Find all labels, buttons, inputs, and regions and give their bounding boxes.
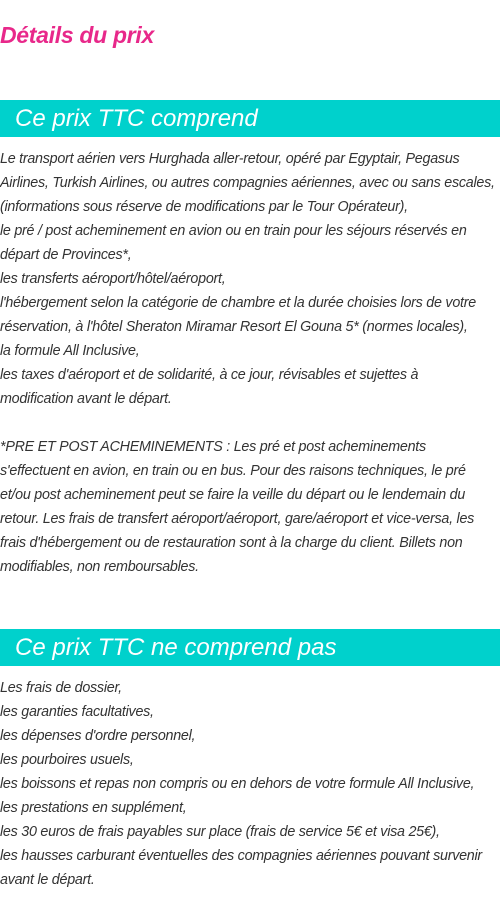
note-line: *PRE ET POST ACHEMINEMENTS : Les pré et post acheminements	[0, 439, 426, 455]
excluded-heading: Ce prix TTC ne comprend pas	[0, 629, 500, 666]
excluded-line: les 30 euros de frais payables sur place (frais de service 5€ et visa 25€),	[0, 824, 440, 840]
excluded-line: les dépenses d'ordre personnel,	[0, 728, 196, 744]
included-line: la formule All Inclusive,	[0, 343, 140, 359]
included-line: départ de Provinces*,	[0, 247, 132, 263]
included-list	[0, 147, 500, 411]
excluded-line: les hausses carburant éventuelles des compagnies aériennes pouvant survenir	[0, 848, 482, 864]
excluded-line: les prestations en supplément,	[0, 800, 187, 816]
included-line: (informations sous réserve de modifications par le Tour Opérateur),	[0, 199, 408, 215]
excluded-line: avant le départ.	[0, 872, 95, 888]
included-line: réservation, à l'hôtel Sheraton Miramar Resort El Gouna 5* (normes locales),	[0, 319, 468, 335]
note-line: et/ou post acheminement peut se faire la veille du départ ou le lendemain du	[0, 487, 466, 503]
included-line: Airlines, Turkish Airlines, ou autres compagnies aériennes, avec ou sans escales,	[0, 175, 495, 191]
note-line: s'effectuent en avion, en train ou en bus. Pour des raisons techniques, le pré	[0, 463, 466, 479]
excluded-line: Les frais de dossier,	[0, 680, 122, 696]
excluded-line: les pourboires usuels,	[0, 752, 134, 768]
excluded-line: les garanties facultatives,	[0, 704, 154, 720]
included-line: Le transport aérien vers Hurghada aller-retour, opéré par Egyptair, Pegasus	[0, 151, 460, 167]
included-line: modification avant le départ.	[0, 391, 172, 407]
page-title: Détails du prix	[0, 22, 154, 48]
excluded-list	[0, 676, 500, 892]
excluded-line: les boissons et repas non compris ou en dehors de votre formule All Inclusive,	[0, 776, 475, 792]
included-line: les transferts aéroport/hôtel/aéroport,	[0, 271, 226, 287]
included-line: les taxes d'aéroport et de solidarité, à ce jour, révisables et sujettes à	[0, 367, 419, 383]
note-line: frais d'hébergement ou de restauration sont à la charge du client. Billets non	[0, 535, 463, 551]
note-line: modifiables, non remboursables.	[0, 559, 199, 575]
acheminement-note	[0, 435, 500, 579]
note-line: retour. Les frais de transfert aéroport/aéroport, gare/aéroport et vice-versa, les	[0, 511, 475, 527]
included-line: l'hébergement selon la catégorie de chambre et la durée choisies lors de votre	[0, 295, 476, 311]
included-line: le pré / post acheminement en avion ou en train pour les séjours réservés en	[0, 223, 467, 239]
included-heading: Ce prix TTC comprend	[0, 100, 500, 137]
